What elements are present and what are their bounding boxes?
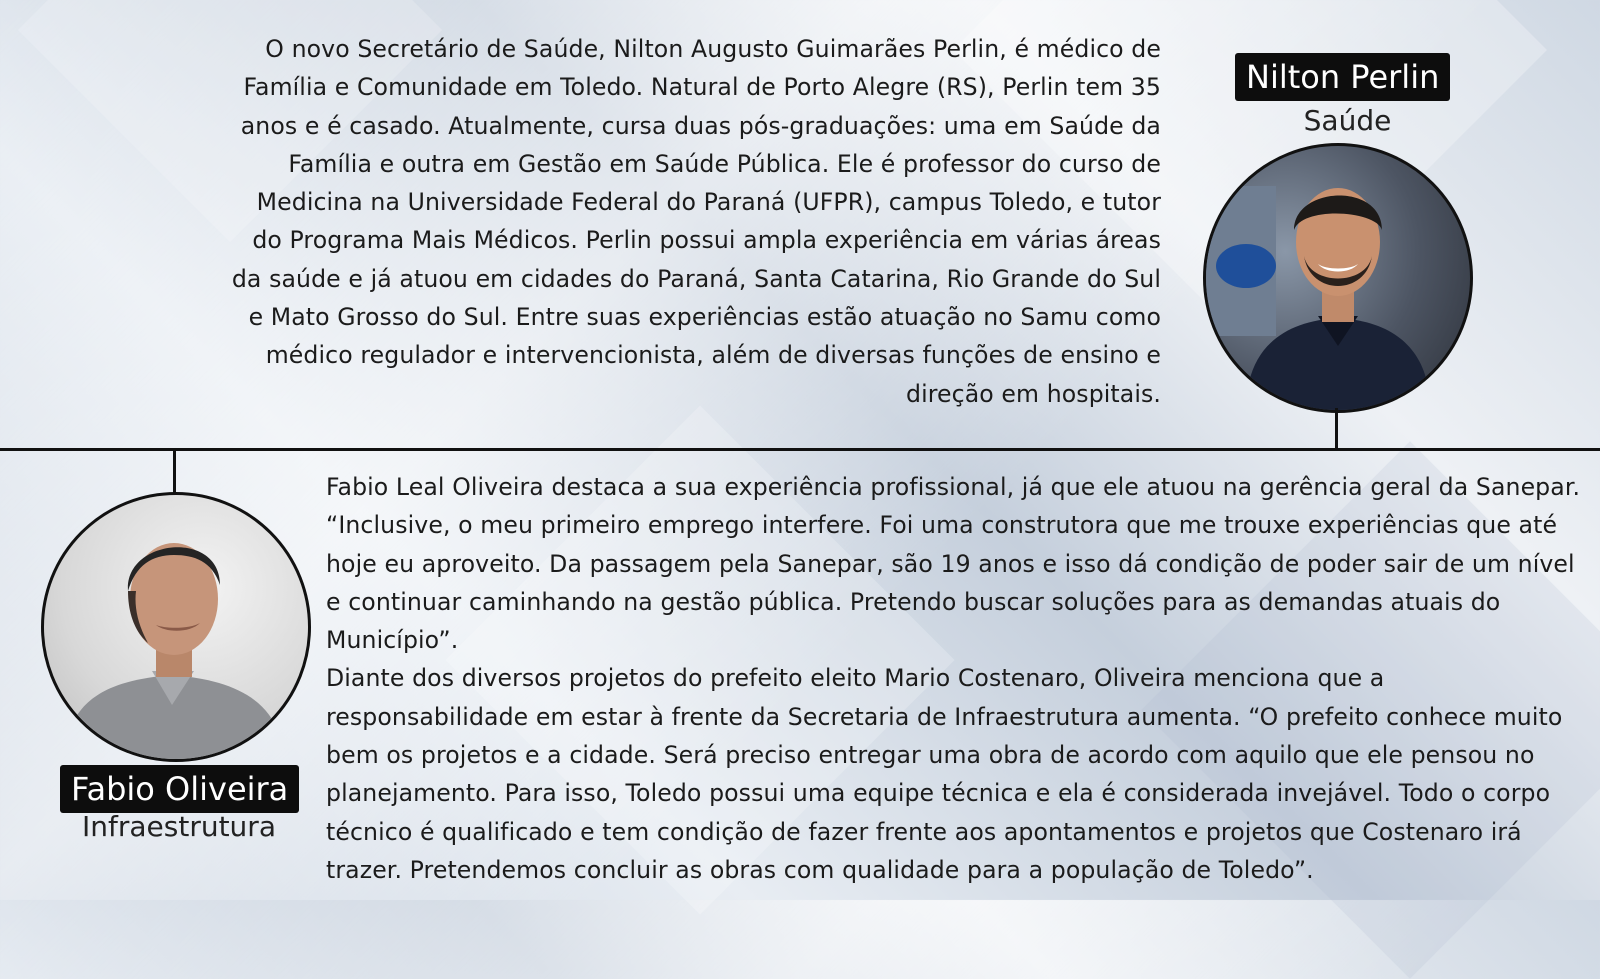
connector-line-left bbox=[173, 449, 176, 494]
connector-line-right bbox=[1335, 408, 1338, 449]
portrait-photo-icon bbox=[1206, 146, 1470, 410]
nilton-bio: O novo Secretário de Saúde, Nilton Augusto Guimarães Perlin, é médico de Família e Comunidade em Toledo. Natural de Porto Alegre (RS), Perlin tem 35 anos e é casado. Atualmente, cursa duas pós-graduações: uma em Saúde da Família e outra em Gestão em Saúde Pública. Ele é professor do curso de Medicina na Universidade Federal do Paraná (UFPR), campus Toledo, e tutor do Programa Mais Médicos. Perlin possui ampla experiência em várias áreas da saúde e já atuou em cidades do Paraná, Santa Catarina, Rio Grande do Sul e Mato Grosso do Sul. Entre suas experiências estão atuação no Samu como médico regulador e intervencionista, além de diversas funções de ensino e direção em hospitais. bbox=[231, 35, 1161, 408]
nilton-role: Saúde bbox=[1303, 104, 1392, 137]
fabio-role: Infraestrutura bbox=[82, 810, 276, 843]
fabio-name-tag: Fabio Oliveira bbox=[60, 765, 299, 813]
fabio-photo bbox=[41, 492, 311, 762]
nilton-photo bbox=[1203, 143, 1473, 413]
portrait-photo-icon bbox=[44, 495, 308, 759]
fabio-bio bbox=[326, 468, 1590, 889]
horizontal-divider bbox=[0, 448, 1600, 451]
nilton-name-tag: Nilton Perlin bbox=[1235, 53, 1450, 101]
fabio-bio-paragraph: Diante dos diversos projetos do prefeito eleito Mario Costenaro, Oliveira menciona que a responsabilidade em estar à frente da Secretaria de Infraestrutura aumenta. “O prefeito conhece muito bem os projetos e a cidade. Será preciso entregar uma obra de acordo com aquilo que ele pensou no planejamento. Para isso, Toledo possui uma equipe técnica e ela é considerada invejável. Todo o corpo técnico é qualificado e tem condição de fazer frente aos apontamentos e projetos que Costenaro irá trazer. Pretendemos concluir as obras com qualidade para a população de Toledo”. bbox=[326, 664, 1563, 884]
fabio-bio-paragraph: Fabio Leal Oliveira destaca a sua experiência profissional, já que ele atuou na gerência geral da Sanepar. “Inclusive, o meu primeiro emprego interfere. Foi uma construtora que me trouxe experiências que até hoje eu aproveito. Da passagem pela Sanepar, são 19 anos e isso dá condição de poder sair de um nível e continuar caminhando na gestão pública. Pretendo buscar soluções para as demandas atuais do Município”. bbox=[326, 473, 1581, 655]
